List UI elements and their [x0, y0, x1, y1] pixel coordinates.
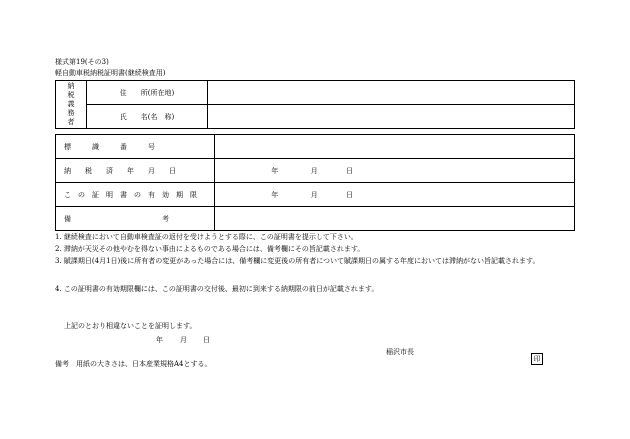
name-label: 氏 名(名 称): [87, 105, 208, 129]
note-4: 4. この証明書の有効期限欄には、この証明書の交付後、最初に到来する納期限の前日が記載されます。: [55, 285, 379, 293]
valid-until-label: こ の 証 明 書 の 有 効 期 限: [56, 183, 215, 207]
certificate-table: [55, 134, 575, 231]
issuer-name: 稲沢市長: [386, 348, 414, 356]
cert-day: 日: [203, 336, 210, 344]
note-2: 2. 滞納が天災その他やむを得ない事由によるものである場合には、備考欄にその旨記載されます。: [55, 245, 365, 253]
address-field[interactable]: [208, 81, 575, 105]
note-3: 3. 賦課期日(4月1日)後に所有者の変更があった場合には、備考欄に変更後の所有者について賦課期日の属する年度においては滞納がない旨記載されます。: [55, 257, 540, 265]
valid-until-field[interactable]: [215, 183, 575, 207]
plate-number-field[interactable]: [215, 135, 575, 159]
certification-statement: 上記のとおり相違ないことを証明します。: [64, 322, 197, 330]
valid-until-row: [56, 183, 575, 207]
valid-year: 年: [271, 190, 279, 199]
paid-year: 年: [271, 166, 279, 175]
remarks-row: [56, 207, 575, 231]
remarks-field[interactable]: [215, 207, 575, 231]
plate-number-label: 標 識 番 号: [56, 135, 215, 159]
valid-day: 日: [346, 190, 354, 199]
paid-date-row: [56, 159, 575, 183]
taxpayer-side-label: 納税義務者: [56, 81, 87, 129]
taxpayer-table: [55, 80, 575, 129]
valid-month: 月: [310, 190, 318, 199]
form-title: 軽自動車税納税証明書(継続検査用): [55, 69, 166, 77]
note-1: 1. 継続検査において自動車検査証の返付を受けようとする際に、この証明書を提示して下さい。: [55, 233, 358, 241]
paid-date-field[interactable]: [215, 159, 575, 183]
form-number: 様式第19(その3): [55, 58, 109, 66]
name-field[interactable]: [208, 105, 575, 129]
paid-month: 月: [310, 166, 318, 175]
paid-day: 日: [346, 166, 354, 175]
footer-remark: 備考 用紙の大きさは、日本産業規格A4とする。: [55, 360, 212, 368]
seal-icon: 印: [531, 346, 543, 365]
plate-number-row: [56, 135, 575, 159]
cert-year: 年: [156, 336, 163, 344]
remarks-label: 備 考: [56, 207, 215, 231]
paid-date-label: 納 税 済 年 月 日: [56, 159, 215, 183]
address-label: 住 所(所在地): [87, 81, 208, 105]
cert-month: 月: [180, 336, 187, 344]
